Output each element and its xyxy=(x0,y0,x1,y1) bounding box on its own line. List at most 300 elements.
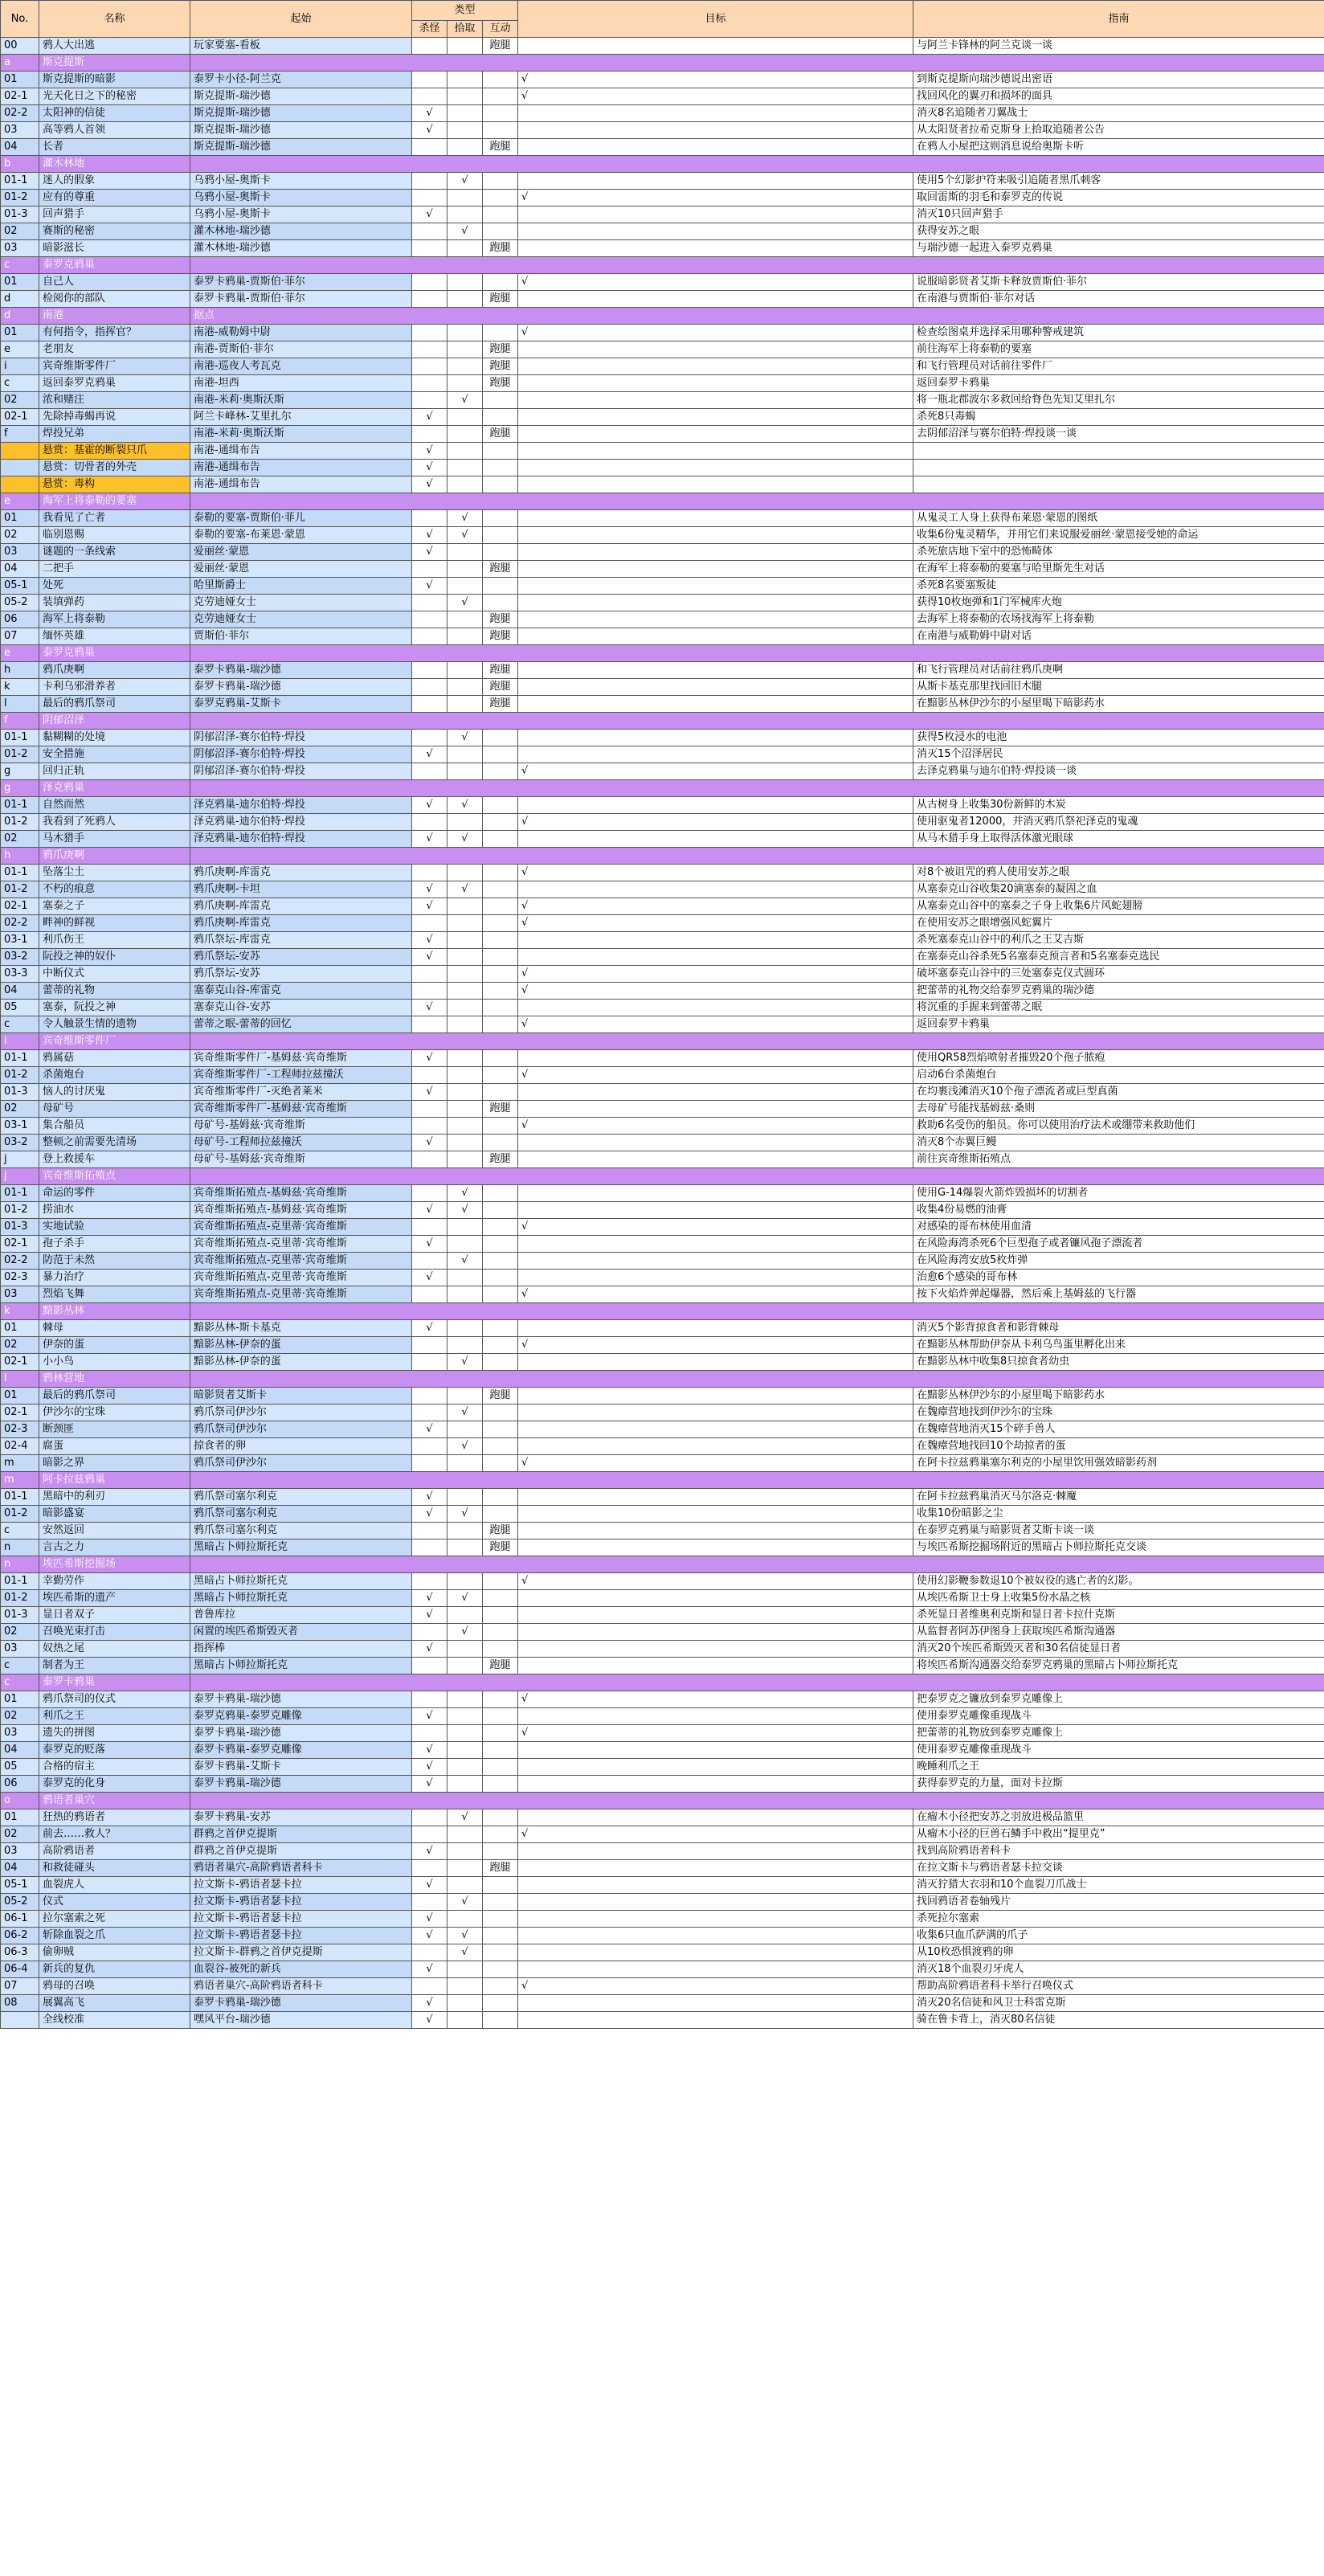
cell-kill[interactable] xyxy=(412,1151,447,1168)
cell-guide[interactable]: 在魏瘴营地找到伊沙尔的宝珠 xyxy=(913,1405,1324,1421)
cell-guide[interactable]: 去母矿号能找基姆兹·桑则 xyxy=(913,1101,1324,1118)
cell-start[interactable]: 斯克提斯-瑞沙德 xyxy=(190,122,412,139)
cell-guide[interactable]: 晚睡利爪之王 xyxy=(913,1759,1324,1776)
cell-target[interactable] xyxy=(518,1658,913,1674)
section-code[interactable]: m xyxy=(1,1472,39,1489)
cell-target[interactable] xyxy=(518,173,913,190)
cell-kill[interactable] xyxy=(412,375,447,392)
cell-target[interactable] xyxy=(518,206,913,223)
cell-name[interactable]: 集合船员 xyxy=(39,1118,190,1135)
cell-guide[interactable]: 从塞泰克山谷中的塞泰之子身上收集6片风蛇翅膀 xyxy=(913,898,1324,915)
cell-name[interactable]: 自然而然 xyxy=(39,797,190,814)
cell-no[interactable]: 06 xyxy=(1,1776,39,1793)
cell-no[interactable]: k xyxy=(1,679,39,696)
cell-target[interactable] xyxy=(518,1944,913,1961)
cell-name[interactable]: 血裂虎人 xyxy=(39,1877,190,1894)
cell-name[interactable]: 母矿号 xyxy=(39,1101,190,1118)
cell-no[interactable]: 04 xyxy=(1,1742,39,1759)
cell-interact[interactable]: 跑腿 xyxy=(483,679,518,696)
cell-target[interactable] xyxy=(518,746,913,763)
section-note[interactable] xyxy=(190,1674,1324,1691)
cell-name[interactable]: 斯克提斯的暗影 xyxy=(39,72,190,88)
cell-pickup[interactable] xyxy=(447,1388,483,1405)
cell-guide[interactable]: 把蕾蒂的礼物交给泰罗克鸦巢的瑞沙德 xyxy=(913,983,1324,1000)
cell-no[interactable]: 01-2 xyxy=(1,1202,39,1219)
cell-name[interactable]: 防范于未然 xyxy=(39,1253,190,1270)
col-header-guide[interactable]: 指南 xyxy=(913,1,1324,38)
section-code[interactable]: b xyxy=(1,156,39,173)
cell-start[interactable]: 南港-贾斯伯·菲尔 xyxy=(190,341,412,358)
cell-no[interactable]: l xyxy=(1,696,39,713)
cell-start[interactable]: 鸦语者巢穴-高阶鸦语者科卡 xyxy=(190,1860,412,1877)
cell-no[interactable]: 06-3 xyxy=(1,1944,39,1961)
cell-pickup[interactable] xyxy=(447,105,483,122)
cell-pickup[interactable] xyxy=(447,1236,483,1253)
cell-guide[interactable]: 消灭5个影背掠食者和影背棘母 xyxy=(913,1320,1324,1337)
cell-pickup[interactable] xyxy=(447,1978,483,1995)
cell-target[interactable]: √ xyxy=(518,274,913,291)
cell-start[interactable]: 泰罗卡鸦巢-贾斯伯·菲尔 xyxy=(190,291,412,308)
cell-interact[interactable] xyxy=(483,2012,518,2029)
cell-name[interactable]: 利爪伤王 xyxy=(39,932,190,949)
cell-guide[interactable]: 找到高阶鸦语者科卡 xyxy=(913,1843,1324,1860)
cell-pickup[interactable]: √ xyxy=(447,1202,483,1219)
cell-kill[interactable]: √ xyxy=(412,1506,447,1523)
cell-pickup[interactable] xyxy=(447,1320,483,1337)
cell-start[interactable]: 泰勒的要塞-贾斯伯·菲儿 xyxy=(190,510,412,527)
cell-pickup[interactable] xyxy=(447,1995,483,2012)
cell-no[interactable]: 04 xyxy=(1,561,39,578)
cell-pickup[interactable] xyxy=(447,544,483,561)
cell-guide[interactable]: 从太阳贤者拉希克斯身上拾取追随者公告 xyxy=(913,122,1324,139)
cell-name[interactable]: 孢子杀手 xyxy=(39,1236,190,1253)
cell-no[interactable]: 01 xyxy=(1,72,39,88)
cell-no[interactable]: 03-2 xyxy=(1,949,39,966)
cell-kill[interactable]: √ xyxy=(412,949,447,966)
cell-interact[interactable] xyxy=(483,88,518,105)
cell-name[interactable]: 登上救援车 xyxy=(39,1151,190,1168)
cell-name[interactable]: 狂热的鸦语者 xyxy=(39,1809,190,1826)
cell-pickup[interactable]: √ xyxy=(447,510,483,527)
cell-pickup[interactable] xyxy=(447,1607,483,1624)
cell-name[interactable]: 合格的宿主 xyxy=(39,1759,190,1776)
cell-guide[interactable]: 在魏瘴营地找回10个劫掠者的蛋 xyxy=(913,1438,1324,1455)
cell-interact[interactable] xyxy=(483,1084,518,1101)
cell-name[interactable]: 浓和赌注 xyxy=(39,392,190,409)
section-code[interactable]: a xyxy=(1,55,39,72)
section-title[interactable]: 埃匹希斯挖掘场 xyxy=(39,1556,190,1573)
cell-start[interactable]: 南港-米莉·奥斯沃斯 xyxy=(190,426,412,443)
cell-interact[interactable] xyxy=(483,1573,518,1590)
cell-start[interactable]: 宾奇维斯拓殖点-克里蒂·宾奇维斯 xyxy=(190,1219,412,1236)
cell-interact[interactable] xyxy=(483,1405,518,1421)
cell-guide[interactable] xyxy=(913,443,1324,460)
cell-kill[interactable]: √ xyxy=(412,1708,447,1725)
cell-start[interactable]: 鸦爪庚啊-库雷克 xyxy=(190,865,412,881)
cell-interact[interactable] xyxy=(483,1354,518,1371)
cell-start[interactable]: 血裂谷-被死的新兵 xyxy=(190,1961,412,1978)
cell-target[interactable]: √ xyxy=(518,72,913,88)
cell-pickup[interactable] xyxy=(447,1455,483,1472)
cell-name[interactable]: 伊沙尔的宝珠 xyxy=(39,1405,190,1421)
cell-pickup[interactable] xyxy=(447,443,483,460)
cell-start[interactable]: 群鸦之首伊克提斯 xyxy=(190,1843,412,1860)
cell-start[interactable]: 哈里斯爵士 xyxy=(190,578,412,595)
cell-name[interactable]: 鸦爪庚啊 xyxy=(39,662,190,679)
cell-guide[interactable]: 从10枚恐惧渡鸦的卵 xyxy=(913,1944,1324,1961)
cell-kill[interactable]: √ xyxy=(412,527,447,544)
cell-name[interactable]: 谜题的一条线索 xyxy=(39,544,190,561)
cell-kill[interactable] xyxy=(412,88,447,105)
cell-name[interactable]: 高阶鸦语者 xyxy=(39,1843,190,1860)
cell-target[interactable] xyxy=(518,1759,913,1776)
cell-kill[interactable]: √ xyxy=(412,409,447,426)
cell-kill[interactable]: √ xyxy=(412,122,447,139)
cell-name[interactable]: 令人触景生情的遗物 xyxy=(39,1016,190,1033)
cell-target[interactable] xyxy=(518,1708,913,1725)
cell-start[interactable]: 拉文斯卡-鸦语者瑟卡拉 xyxy=(190,1894,412,1911)
cell-start[interactable]: 泰罗卡鸦巢-安苏 xyxy=(190,1809,412,1826)
cell-name[interactable]: 展翼高飞 xyxy=(39,1995,190,2012)
cell-name[interactable]: 利爪之王 xyxy=(39,1708,190,1725)
cell-target[interactable]: √ xyxy=(518,190,913,206)
cell-interact[interactable]: 跑腿 xyxy=(483,1388,518,1405)
cell-interact[interactable]: 跑腿 xyxy=(483,1658,518,1674)
section-code[interactable]: e xyxy=(1,645,39,662)
cell-interact[interactable] xyxy=(483,1691,518,1708)
cell-interact[interactable]: 跑腿 xyxy=(483,139,518,156)
cell-kill[interactable] xyxy=(412,1826,447,1843)
cell-pickup[interactable]: √ xyxy=(447,1894,483,1911)
cell-kill[interactable] xyxy=(412,983,447,1000)
section-title[interactable]: 鸦林营地 xyxy=(39,1371,190,1388)
cell-interact[interactable] xyxy=(483,1050,518,1067)
cell-start[interactable]: 南港-威勒姆中尉 xyxy=(190,325,412,341)
cell-pickup[interactable] xyxy=(447,662,483,679)
cell-name[interactable]: 安全措施 xyxy=(39,746,190,763)
cell-name[interactable]: 老朋友 xyxy=(39,341,190,358)
cell-guide[interactable]: 找回风化的翼刃和损坏的面具 xyxy=(913,88,1324,105)
cell-target[interactable] xyxy=(518,1270,913,1286)
col-header-start[interactable]: 起始 xyxy=(190,1,412,38)
cell-pickup[interactable] xyxy=(447,1118,483,1135)
cell-no[interactable]: 03 xyxy=(1,1725,39,1742)
cell-interact[interactable] xyxy=(483,274,518,291)
section-note[interactable] xyxy=(190,780,1324,797)
cell-guide[interactable]: 收集6份鬼灵精华，并用它们来说服爱丽丝·蒙恩接受她的命运 xyxy=(913,527,1324,544)
cell-name[interactable]: 制者为王 xyxy=(39,1658,190,1674)
cell-guide[interactable]: 消灭10只回声猎手 xyxy=(913,206,1324,223)
cell-guide[interactable]: 收集10份暗影之尘 xyxy=(913,1506,1324,1523)
cell-guide[interactable]: 在阿卡拉兹鸦巢消灭马尔洛克·棘魔 xyxy=(913,1489,1324,1506)
cell-name[interactable]: 鸦属菇 xyxy=(39,1050,190,1067)
cell-start[interactable]: 拉文斯卡-群鸦之首伊克提斯 xyxy=(190,1944,412,1961)
cell-name[interactable]: 仪式 xyxy=(39,1894,190,1911)
cell-pickup[interactable] xyxy=(447,628,483,645)
cell-interact[interactable] xyxy=(483,966,518,983)
cell-pickup[interactable] xyxy=(447,1573,483,1590)
section-code[interactable]: j xyxy=(1,1168,39,1185)
cell-kill[interactable] xyxy=(412,1438,447,1455)
cell-name[interactable]: 装填弹药 xyxy=(39,595,190,611)
cell-pickup[interactable] xyxy=(447,611,483,628)
section-title[interactable]: 宾奇维斯零件厂 xyxy=(39,1033,190,1050)
cell-interact[interactable] xyxy=(483,595,518,611)
cell-no[interactable]: 02-1 xyxy=(1,1405,39,1421)
cell-kill[interactable] xyxy=(412,1388,447,1405)
cell-pickup[interactable] xyxy=(447,1219,483,1236)
cell-name[interactable]: 和救徒碰头 xyxy=(39,1860,190,1877)
cell-interact[interactable] xyxy=(483,730,518,746)
cell-target[interactable]: √ xyxy=(518,898,913,915)
cell-target[interactable]: √ xyxy=(518,1978,913,1995)
cell-start[interactable]: 塞泰克山谷-安苏 xyxy=(190,1000,412,1016)
cell-start[interactable]: 黯影丛林-伊奈的蛋 xyxy=(190,1354,412,1371)
cell-kill[interactable] xyxy=(412,1253,447,1270)
cell-target[interactable]: √ xyxy=(518,763,913,780)
cell-no[interactable]: 03 xyxy=(1,122,39,139)
section-note[interactable] xyxy=(190,1556,1324,1573)
cell-start[interactable]: 乌鸦小屋-奥斯卡 xyxy=(190,173,412,190)
cell-name[interactable]: 鸦母的召唤 xyxy=(39,1978,190,1995)
cell-no[interactable]: 08 xyxy=(1,1995,39,2012)
cell-kill[interactable]: √ xyxy=(412,1742,447,1759)
cell-no[interactable]: 01-1 xyxy=(1,730,39,746)
section-note[interactable] xyxy=(190,713,1324,730)
cell-name[interactable]: 蕾蒂的礼物 xyxy=(39,983,190,1000)
cell-start[interactable]: 泰罗卡鸦巢-瑞沙德 xyxy=(190,1691,412,1708)
cell-kill[interactable] xyxy=(412,1539,447,1556)
cell-kill[interactable]: √ xyxy=(412,460,447,476)
cell-guide[interactable]: 杀死8名要塞叛徒 xyxy=(913,578,1324,595)
cell-no[interactable]: n xyxy=(1,1539,39,1556)
section-title[interactable]: 阿卡拉兹鸦巢 xyxy=(39,1472,190,1489)
cell-kill[interactable]: √ xyxy=(412,206,447,223)
cell-guide[interactable]: 从瘤木小径的巨兽石鳞手中救出“提里克” xyxy=(913,1826,1324,1843)
cell-start[interactable]: 鸦爪祭司伊沙尔 xyxy=(190,1421,412,1438)
cell-kill[interactable]: √ xyxy=(412,1607,447,1624)
cell-kill[interactable] xyxy=(412,510,447,527)
cell-interact[interactable] xyxy=(483,865,518,881)
cell-no[interactable]: 01-2 xyxy=(1,881,39,898)
cell-name[interactable]: 暴力治疗 xyxy=(39,1270,190,1286)
cell-no[interactable]: 02-2 xyxy=(1,1253,39,1270)
cell-start[interactable]: 鸦爪祭司塞尔利克 xyxy=(190,1523,412,1539)
cell-target[interactable] xyxy=(518,476,913,493)
cell-name[interactable]: 偷卵贼 xyxy=(39,1944,190,1961)
cell-kill[interactable] xyxy=(412,1354,447,1371)
cell-name[interactable]: 不朽的痕意 xyxy=(39,881,190,898)
cell-kill[interactable]: √ xyxy=(412,2012,447,2029)
cell-interact[interactable]: 跑腿 xyxy=(483,1523,518,1539)
cell-start[interactable]: 贾斯伯·菲尔 xyxy=(190,628,412,645)
cell-guide[interactable]: 使用QR58烈焰喷射者摧毁20个孢子脓疱 xyxy=(913,1050,1324,1067)
cell-pickup[interactable] xyxy=(447,274,483,291)
section-title[interactable]: 灌木林地 xyxy=(39,156,190,173)
cell-start[interactable]: 鸦爪祭坛-安苏 xyxy=(190,966,412,983)
cell-pickup[interactable]: √ xyxy=(447,1590,483,1607)
cell-pickup[interactable] xyxy=(447,1050,483,1067)
cell-name[interactable]: 遗失的拼图 xyxy=(39,1725,190,1742)
cell-kill[interactable]: √ xyxy=(412,932,447,949)
cell-target[interactable] xyxy=(518,443,913,460)
cell-start[interactable]: 鸦爪祭坛-安苏 xyxy=(190,949,412,966)
cell-target[interactable] xyxy=(518,696,913,713)
cell-interact[interactable] xyxy=(483,797,518,814)
cell-pickup[interactable] xyxy=(447,190,483,206)
cell-guide[interactable]: 返回泰罗卡鸦巢 xyxy=(913,375,1324,392)
cell-interact[interactable] xyxy=(483,1270,518,1286)
cell-target[interactable]: √ xyxy=(518,1691,913,1708)
cell-pickup[interactable] xyxy=(447,1135,483,1151)
section-title[interactable]: 泰罗克鸦巢 xyxy=(39,645,190,662)
cell-name[interactable]: 前去……救人？ xyxy=(39,1826,190,1843)
cell-start[interactable]: 母矿号-基姆兹·宾奇维斯 xyxy=(190,1118,412,1135)
cell-name[interactable]: 泰罗克的贬落 xyxy=(39,1742,190,1759)
cell-name[interactable]: 我看到了死鸦人 xyxy=(39,814,190,831)
cell-pickup[interactable] xyxy=(447,139,483,156)
cell-guide[interactable]: 去海军上将泰勒的农场找海军上将泰勒 xyxy=(913,611,1324,628)
cell-no[interactable]: 01-3 xyxy=(1,1607,39,1624)
cell-guide[interactable]: 使用G-14爆裂火箭炸毁损坏的切割者 xyxy=(913,1185,1324,1202)
cell-kill[interactable] xyxy=(412,1067,447,1084)
cell-no[interactable] xyxy=(1,476,39,493)
cell-name[interactable]: 烈焰飞舞 xyxy=(39,1286,190,1303)
cell-target[interactable] xyxy=(518,831,913,848)
cell-target[interactable] xyxy=(518,223,913,240)
cell-start[interactable]: 鸦爪祭坛-库雷克 xyxy=(190,932,412,949)
cell-target[interactable]: √ xyxy=(518,1725,913,1742)
cell-guide[interactable]: 在均裹浅滩消灭10个孢子漂流者或巨型真菌 xyxy=(913,1084,1324,1101)
section-code[interactable]: k xyxy=(1,1303,39,1320)
cell-name[interactable]: 鸦人大出逃 xyxy=(39,38,190,55)
section-title[interactable]: 鸦语者巢穴 xyxy=(39,1793,190,1809)
cell-target[interactable]: √ xyxy=(518,1118,913,1135)
cell-interact[interactable] xyxy=(483,1320,518,1337)
section-note[interactable] xyxy=(190,1303,1324,1320)
cell-no[interactable]: 05-2 xyxy=(1,1894,39,1911)
cell-interact[interactable] xyxy=(483,1506,518,1523)
cell-name[interactable]: 焊投兄弟 xyxy=(39,426,190,443)
cell-pickup[interactable] xyxy=(447,88,483,105)
cell-kill[interactable] xyxy=(412,325,447,341)
cell-pickup[interactable] xyxy=(447,206,483,223)
cell-start[interactable]: 泰罗卡鸦巢-艾斯卡 xyxy=(190,1759,412,1776)
cell-kill[interactable]: √ xyxy=(412,1320,447,1337)
cell-no[interactable]: 05 xyxy=(1,1000,39,1016)
cell-target[interactable] xyxy=(518,426,913,443)
cell-no[interactable]: 02 xyxy=(1,831,39,848)
cell-guide[interactable]: 前往宾奇维斯拓殖点 xyxy=(913,1151,1324,1168)
cell-start[interactable]: 灌木林地-瑞沙德 xyxy=(190,223,412,240)
cell-name[interactable]: 埃匹希斯的遗产 xyxy=(39,1590,190,1607)
cell-start[interactable]: 嘿风平台-瑞沙德 xyxy=(190,2012,412,2029)
cell-no[interactable]: 02 xyxy=(1,223,39,240)
cell-interact[interactable] xyxy=(483,1286,518,1303)
cell-name[interactable]: 阮投之神的奴仆 xyxy=(39,949,190,966)
cell-kill[interactable] xyxy=(412,1944,447,1961)
cell-target[interactable]: √ xyxy=(518,1455,913,1472)
cell-no[interactable]: 04 xyxy=(1,139,39,156)
cell-no[interactable]: 01 xyxy=(1,1388,39,1405)
cell-guide[interactable]: 找回鸦语者卷轴残片 xyxy=(913,1894,1324,1911)
cell-no[interactable]: f xyxy=(1,426,39,443)
cell-kill[interactable] xyxy=(412,139,447,156)
cell-pickup[interactable] xyxy=(447,72,483,88)
cell-kill[interactable] xyxy=(412,240,447,257)
cell-name[interactable]: 应有的尊重 xyxy=(39,190,190,206)
cell-start[interactable]: 拉文斯卡-鸦语者瑟卡拉 xyxy=(190,1877,412,1894)
cell-interact[interactable] xyxy=(483,1894,518,1911)
cell-guide[interactable]: 检查绘图桌并选择采用哪种警戒建筑 xyxy=(913,325,1324,341)
cell-no[interactable]: 01-1 xyxy=(1,1573,39,1590)
cell-guide[interactable]: 杀死显日者维奥利克斯和显日者卡拉什克斯 xyxy=(913,1607,1324,1624)
cell-name[interactable]: 我看见了亡者 xyxy=(39,510,190,527)
cell-no[interactable]: 01-2 xyxy=(1,1506,39,1523)
cell-target[interactable] xyxy=(518,1539,913,1556)
cell-start[interactable]: 宾奇维斯零件厂-工程师拉兹撞沃 xyxy=(190,1067,412,1084)
cell-interact[interactable]: 跑腿 xyxy=(483,375,518,392)
cell-guide[interactable] xyxy=(913,476,1324,493)
cell-no[interactable]: 06-1 xyxy=(1,1911,39,1928)
cell-guide[interactable]: 从塞泰克山谷收集20滴塞泰的凝固之血 xyxy=(913,881,1324,898)
cell-no[interactable]: 01-1 xyxy=(1,797,39,814)
cell-target[interactable] xyxy=(518,1506,913,1523)
cell-interact[interactable] xyxy=(483,1590,518,1607)
cell-guide[interactable] xyxy=(913,460,1324,476)
cell-pickup[interactable]: √ xyxy=(447,1928,483,1944)
cell-target[interactable] xyxy=(518,1354,913,1371)
cell-target[interactable] xyxy=(518,1995,913,2012)
cell-interact[interactable]: 跑腿 xyxy=(483,1539,518,1556)
cell-guide[interactable]: 将沉重的手握来到蕾蒂之眠 xyxy=(913,1000,1324,1016)
cell-kill[interactable] xyxy=(412,814,447,831)
cell-no[interactable]: 02-2 xyxy=(1,915,39,932)
section-title[interactable]: 泽克鸦巢 xyxy=(39,780,190,797)
cell-pickup[interactable] xyxy=(447,679,483,696)
cell-kill[interactable]: √ xyxy=(412,1270,447,1286)
section-note[interactable] xyxy=(190,848,1324,865)
cell-guide[interactable]: 在魏瘴营地消灭15个碎手兽人 xyxy=(913,1421,1324,1438)
cell-kill[interactable]: √ xyxy=(412,105,447,122)
section-note[interactable] xyxy=(190,257,1324,274)
cell-name[interactable]: 长者 xyxy=(39,139,190,156)
section-code[interactable]: d xyxy=(1,308,39,325)
cell-pickup[interactable] xyxy=(447,746,483,763)
cell-no[interactable]: 03-2 xyxy=(1,1135,39,1151)
cell-pickup[interactable] xyxy=(447,1084,483,1101)
cell-pickup[interactable] xyxy=(447,460,483,476)
cell-interact[interactable] xyxy=(483,1135,518,1151)
cell-interact[interactable] xyxy=(483,1000,518,1016)
cell-target[interactable] xyxy=(518,662,913,679)
cell-kill[interactable]: √ xyxy=(412,881,447,898)
cell-no[interactable]: 01 xyxy=(1,274,39,291)
cell-interact[interactable] xyxy=(483,1455,518,1472)
cell-pickup[interactable]: √ xyxy=(447,1405,483,1421)
cell-pickup[interactable] xyxy=(447,1000,483,1016)
cell-kill[interactable] xyxy=(412,223,447,240)
cell-no[interactable]: h xyxy=(1,662,39,679)
cell-guide[interactable]: 与埃匹希斯挖掘场附近的黑暗占卜师拉斯托克交谈 xyxy=(913,1539,1324,1556)
cell-kill[interactable] xyxy=(412,595,447,611)
cell-no[interactable]: 02-3 xyxy=(1,1270,39,1286)
cell-guide[interactable]: 从斯卡基克那里找回旧木腿 xyxy=(913,679,1324,696)
cell-target[interactable]: √ xyxy=(518,1016,913,1033)
cell-kill[interactable]: √ xyxy=(412,1421,447,1438)
cell-start[interactable]: 泰罗克鸦巢-泰罗克雕像 xyxy=(190,1708,412,1725)
cell-guide[interactable]: 使用泰罗克雕像重现战斗 xyxy=(913,1742,1324,1759)
